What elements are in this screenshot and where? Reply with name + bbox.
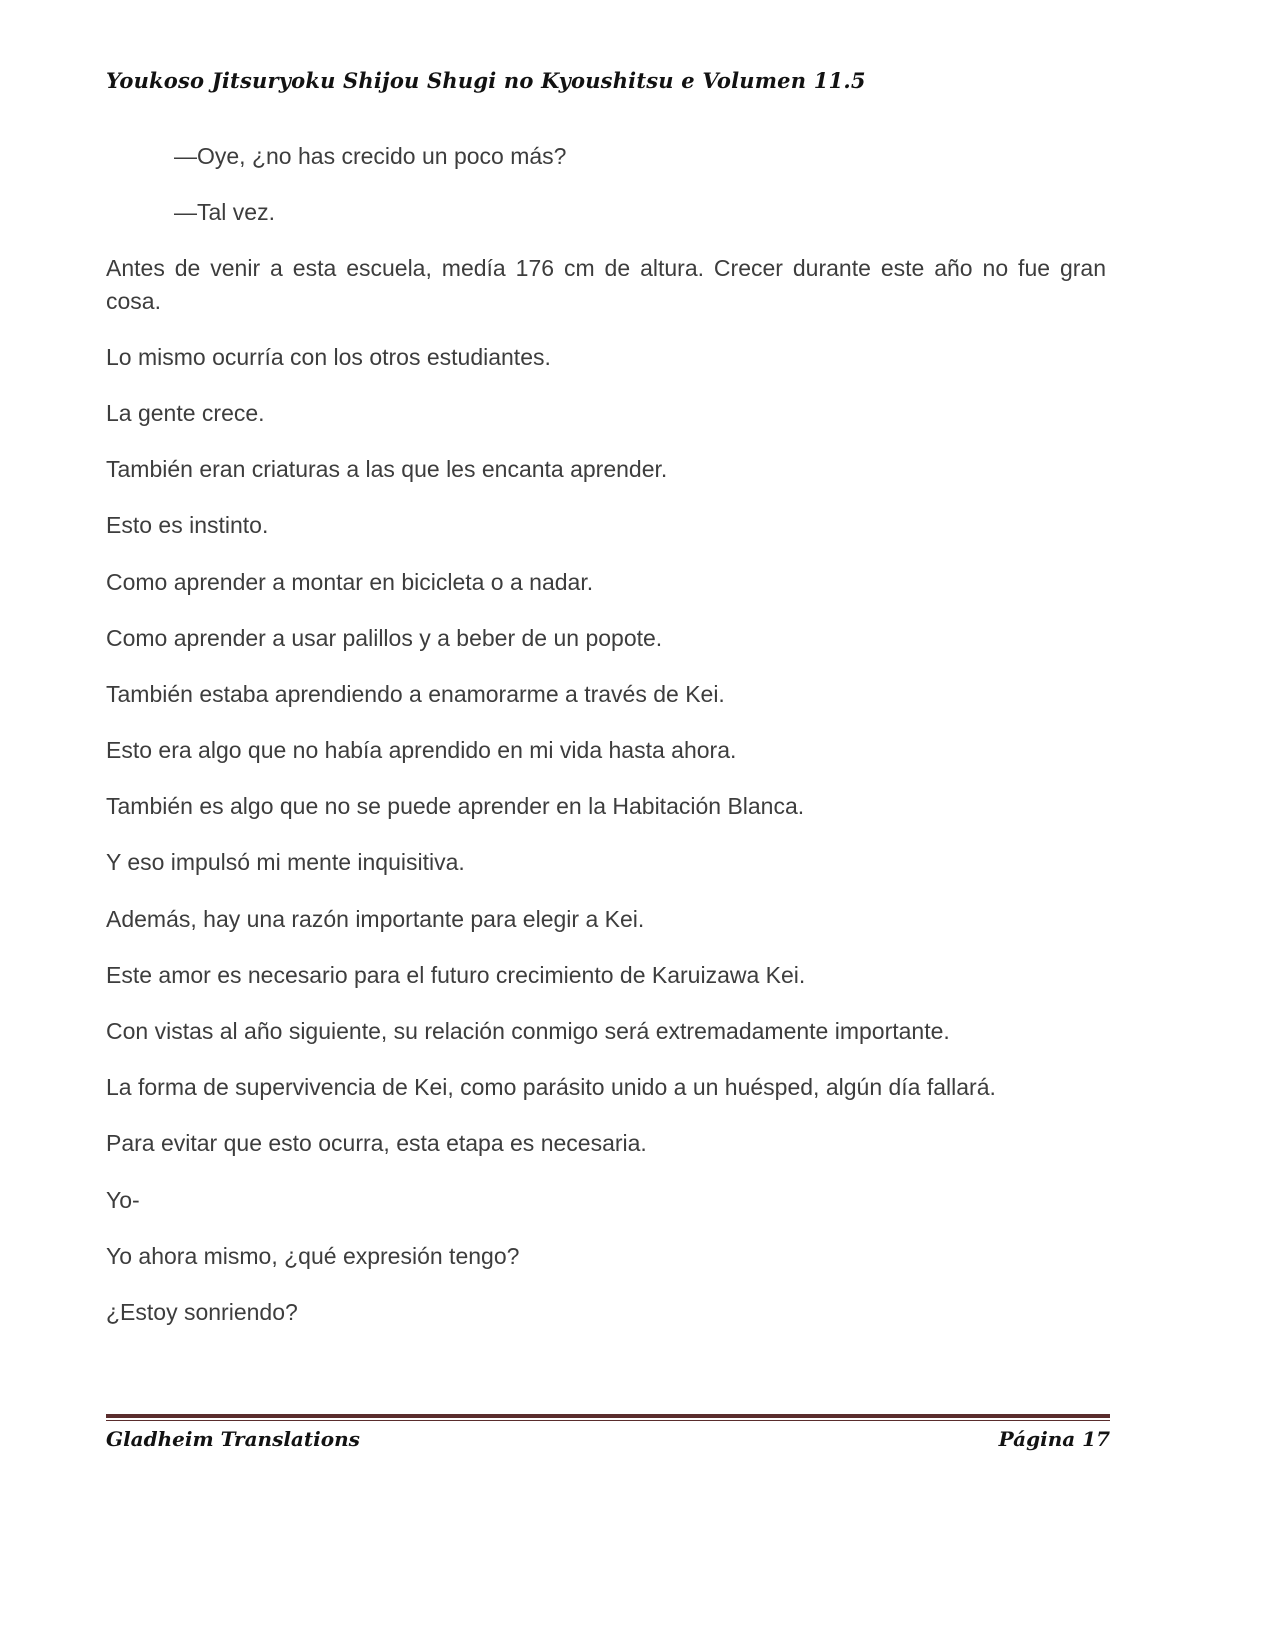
header-title: Youkoso Jitsuryoku Shijou Shugi no Kyoushitsu e Volumen 11.5 bbox=[106, 68, 866, 93]
footer-rule bbox=[106, 1414, 1110, 1421]
paragraph: Este amor es necesario para el futuro crecimiento de Karuizawa Kei. bbox=[106, 961, 806, 988]
paragraph: La gente crece. bbox=[106, 399, 265, 426]
paragraph: —Oye, ¿no has crecido un poco más? bbox=[174, 143, 567, 169]
paragraph: ¿Estoy sonriendo? bbox=[106, 1298, 298, 1325]
paragraph: Yo- bbox=[106, 1186, 140, 1213]
paragraph: También es algo que no se puede aprender en la Habitación Blanca. bbox=[106, 793, 805, 820]
footer-page-number: Página 17 bbox=[998, 1427, 1110, 1451]
footer-translator-credit: Gladheim Translations bbox=[106, 1427, 360, 1451]
paragraph: Antes de venir a esta escuela, medía 176 cm de altura. Crecer durante este año no fue gran cosa. bbox=[106, 255, 1106, 314]
paragraph: Como aprender a montar en bicicleta o a nadar. bbox=[106, 568, 594, 595]
paragraph: —Tal vez. bbox=[174, 199, 275, 226]
footer-row bbox=[106, 1427, 1110, 1451]
document-body bbox=[106, 140, 1106, 1352]
paragraph: Yo ahora mismo, ¿qué expresión tengo? bbox=[106, 1242, 520, 1269]
page-footer bbox=[106, 1414, 1110, 1451]
paragraph: Para evitar que esto ocurra, esta etapa es necesaria. bbox=[106, 1130, 647, 1157]
paragraph: Esto es instinto. bbox=[106, 512, 269, 539]
paragraph: Lo mismo ocurría con los otros estudiantes. bbox=[106, 343, 551, 370]
paragraph: Esto era algo que no había aprendido en mi vida hasta ahora. bbox=[106, 737, 737, 764]
paragraph: También estaba aprendiendo a enamorarme a través de Kei. bbox=[106, 680, 725, 707]
paragraph: Y eso impulsó mi mente inquisitiva. bbox=[106, 849, 465, 876]
page-header bbox=[106, 68, 1106, 93]
paragraph: La forma de supervivencia de Kei, como parásito unido a un huésped, algún día fallará. bbox=[106, 1074, 996, 1101]
paragraph: Además, hay una razón importante para elegir a Kei. bbox=[106, 905, 645, 932]
paragraph: También eran criaturas a las que les encanta aprender. bbox=[106, 456, 668, 483]
paragraph: Como aprender a usar palillos y a beber de un popote. bbox=[106, 624, 663, 651]
paragraph: Con vistas al año siguiente, su relación conmigo será extremadamente importante. bbox=[106, 1018, 950, 1044]
